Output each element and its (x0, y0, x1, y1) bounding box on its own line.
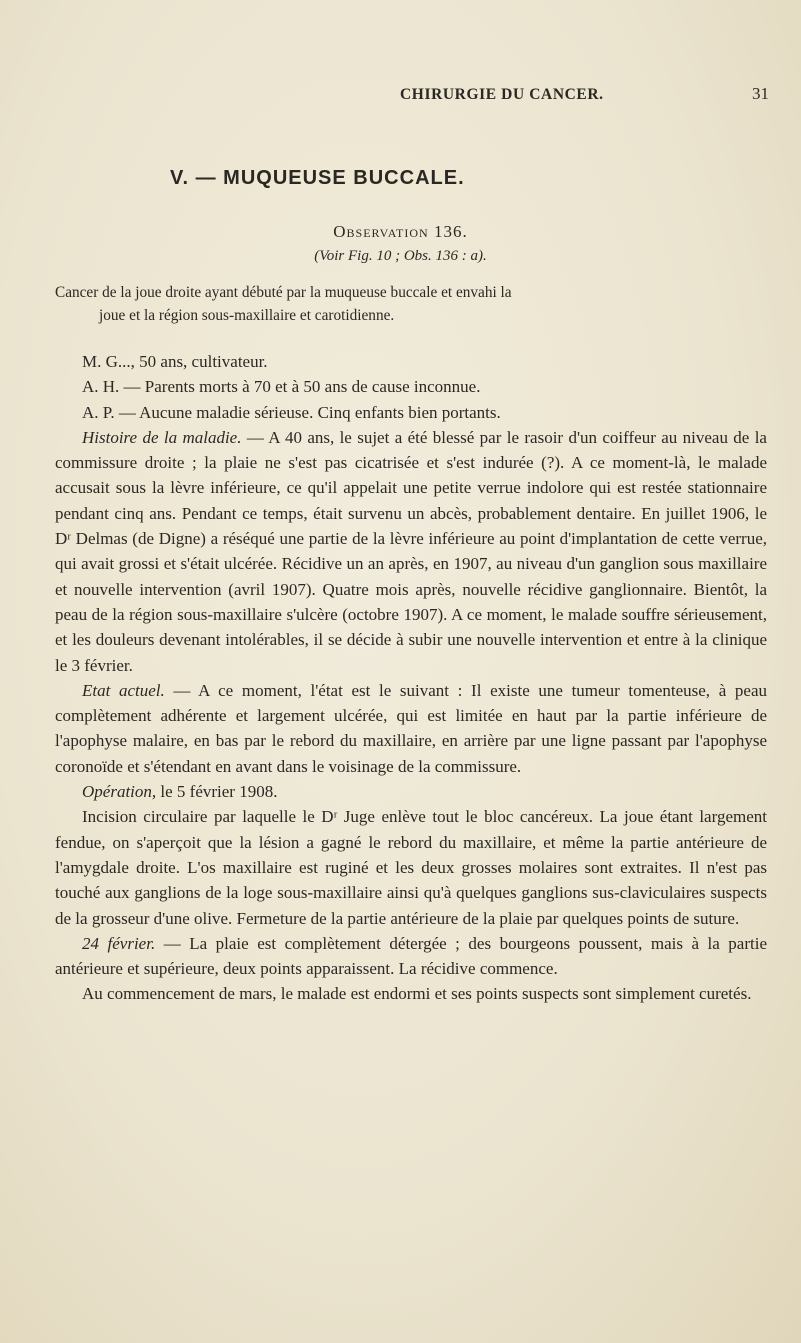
paragraph-disease-history (55, 425, 767, 678)
text-operation-date: le 5 février 1908. (156, 782, 278, 802)
paragraph-current-state (55, 678, 767, 779)
paragraph-family-history: A. H. — Parents morts à 70 et à 50 ans de cause inconnue. (82, 377, 481, 397)
page-number: 31 (752, 84, 769, 103)
summary-line-2: joue et la région sous-maxillaire et carotidienne. (99, 307, 395, 324)
paragraph-patient: M. G..., 50 ans, cultivateur. (82, 352, 268, 371)
running-head: CHIRURGIE DU CANCER. (400, 86, 604, 103)
paragraph-incision: Incision circulaire par laquelle le Dʳ Juge enlève tout le bloc cancéreux. La joue étant largement fendue, on s'aperçoit que la lésion a gagné le rebord du maxillaire, et même la partie antérieure de l'amygdale droite. L'os maxillaire est ruginé et les deux grosses molaires sont extraites. Il n'est pas touché aux ganglions de la loge sous-maxillaire ainsi qu'à quelques ganglions sus-claviculaires suspects de la grosseur d'une olive. Fermeture de la partie antérieure de la plaie par quelques points de suture. (55, 807, 767, 928)
heading-operation: Opération, (82, 782, 157, 802)
heading-current-state: Etat actuel. (82, 680, 165, 700)
text-current-state: — A ce moment, l'état est le suivant : Il existe une tumeur tomenteuse, à peau complètement adhérente et largement ulcérée, qui est limitée en haut par la partie inférieure de l'apophyse malaire, en bas par le rebord du maxillaire, en arrière par une ligne passant par l'apophyse coronoïde et s'étendant en avant dans le voisinage de la commissure. (55, 680, 767, 776)
paragraph-march: Au commencement de mars, le malade est endormi et ses points suspects sont simplement curetés. (82, 984, 752, 1004)
paragraph-personal-history: A. P. — Aucune maladie sérieuse. Cinq enfants bien portants. (82, 402, 501, 422)
text-february-24: — La plaie est complètement détergée ; des bourgeons poussent, mais à la partie antérieure et supérieure, deux points apparaissent. La récidive commence. (55, 933, 767, 979)
observation-summary (55, 281, 775, 327)
section-title: V. — MUQUEUSE BUCCALE. (170, 167, 465, 189)
heading-disease-history: Histoire de la maladie. (82, 427, 242, 447)
observation-reference: (Voir Fig. 10 ; Obs. 136 : a). (314, 248, 487, 264)
paragraph-february-24 (55, 931, 767, 982)
summary-line-1: Cancer de la joue droite ayant débuté par la muqueuse buccale et envahi la (55, 284, 512, 301)
text-disease-history: — A 40 ans, le sujet a été blessé par le rasoir d'un coiffeur au niveau de la commissure droite ; la plaie ne s'est pas cicatrisée et s'est indurée (?). A ce moment-là, le malade accusait sous la lèvre inférieure, ce qu'il appelait une petite verrue indolore qui est restée stationnaire pendant cinq ans. Pendant ce temps, était survenu un abcès, probablement dentaire. En juillet 1906, le Dʳ Delmas (de Digne) a réséqué une partie de la lèvre inférieure au point d'implantation de cette verrue, qui avait grossi et s'était ulcérée. Récidive un an après, en 1907, au niveau d'un ganglion sous maxillaire et nouvelle intervention (avril 1907). Quatre mois après, nouvelle récidive ganglionnaire. Bientôt, la peau de la région sous-maxillaire s'ulcère (octobre 1907). A ce moment, le malade souffre sérieusement, et les douleurs devenant intolérables, il se décide à subir une nouvelle intervention et entre à la clinique le 3 février. (55, 427, 767, 675)
body-text (55, 349, 767, 1007)
heading-february-24: 24 février. (82, 933, 156, 953)
paragraph-operation (55, 779, 767, 804)
observation-title: Observation 136. (333, 222, 468, 241)
